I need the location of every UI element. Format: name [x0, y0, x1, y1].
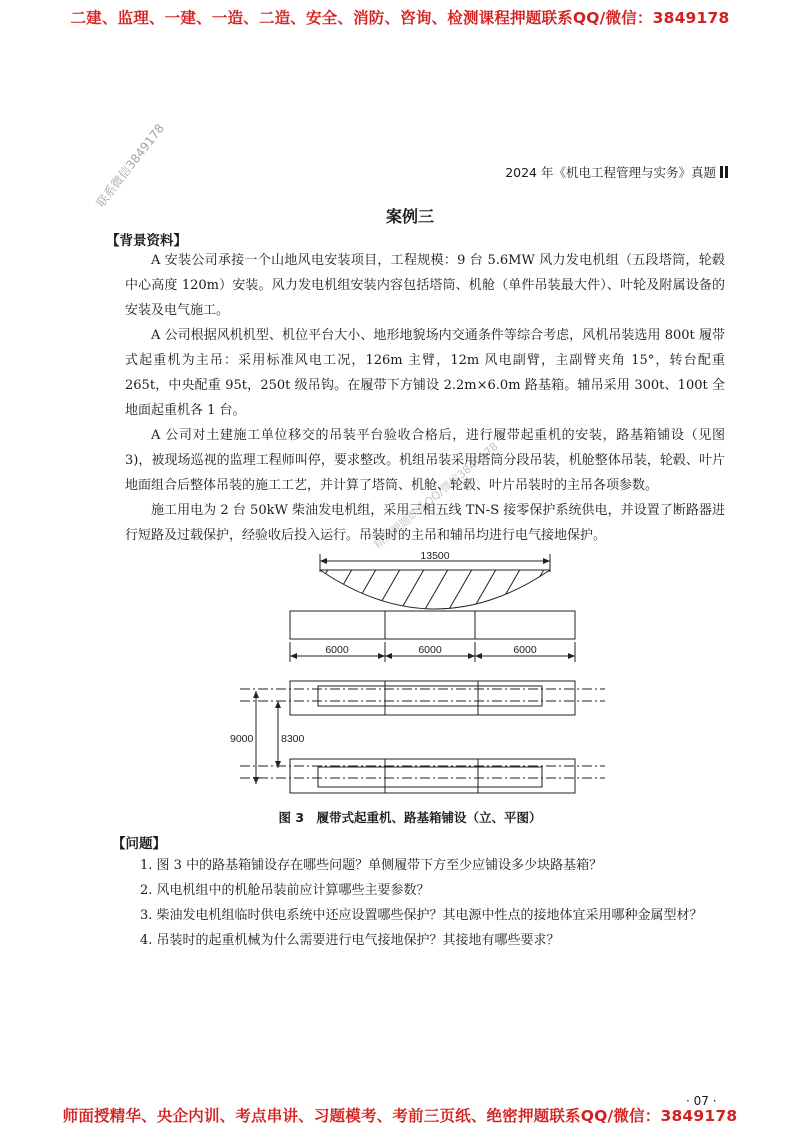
paragraph: 施工用电为 2 台 50kW 柴油发电机组，采用三相五线 TN-S 接零保护系统供电，并设置了断路器进行短路及过载保护，经验收后投入运行。吊装时的主吊和辅吊均进行电气接地保护。: [125, 503, 725, 543]
mat-row-plan-bottom: [290, 759, 575, 793]
dim-label-seg: 6000: [325, 644, 349, 656]
paragraph: A 公司根据风机机型、机位平台大小、地形地貌场内交通条件等综合考虑，风机吊装选用 800t 履带式起重机为主吊：采用标准风电工况，126m 主臂，12m 风电副臂，主副臂夹角 15°，转台配重 265t，中央配重 95t，250t 级吊钩。在履带下方铺设 2.2m×6.0m 路基箱。辅吊采用 300t、100t 全地面起重机各 1 台。: [125, 328, 725, 418]
dim-label-top: 13500: [420, 550, 450, 562]
bottom-promo-banner: 师面授精华、央企内训、考点串讲、习题模考、考前三页纸、绝密押题联系QQ/微信：3849178: [62, 1107, 738, 1125]
paragraph: A 安装公司承接一个山地风电安装项目，工程规模：9 台 5.6MW 风力发电机组（五段塔筒，轮毂中心高度 120m）安装。风力发电机组安装内容包括塔筒、机舱（单件吊装最大件）、叶轮及附属设备的安装及电气施工。: [125, 253, 725, 318]
figure-caption: 图 3 履带式起重机、路基箱铺设（立、平图）: [278, 810, 542, 825]
question-item: 3. 柴油发电机组临时供电系统中还应设置哪些保护？其电源中性点的接地体宜采用哪种金属型材？: [140, 908, 703, 923]
background-label: 【背景资料】: [106, 233, 187, 249]
top-promo-banner: 二建、监理、一建、一造、二造、安全、消防、咨询、检测课程押题联系QQ/微信：3849178: [70, 9, 730, 27]
questions-list: [140, 853, 740, 953]
running-head: [505, 163, 728, 181]
running-head-text: 2024 年《机电工程管理与实务》真题: [505, 165, 716, 180]
background-body: [125, 248, 725, 548]
paragraph: A 公司对土建施工单位移交的吊装平台验收合格后，进行履带起重机的安装，路基箱铺设（见图 3)，被现场巡视的监理工程师叫停，要求整改。机组吊装采用塔筒分段吊装，机舱整体吊装，轮毂、叶片地面组合后整体吊装的施工工艺，并计算了塔筒、机舱、轮毂、叶片吊装时的主吊各项参数。: [125, 428, 725, 493]
dim-label-seg: 6000: [418, 644, 442, 656]
track-outline-bottom: [318, 767, 542, 787]
mat-layout-diagram: [220, 548, 620, 798]
diagonal-watermark-2: 精选押题联系QQ/微信3849178: [371, 439, 501, 552]
mat-row-elevation: [290, 611, 575, 639]
diagonal-watermark: 联系微信3849178: [93, 121, 168, 210]
dim-label-inner: 8300: [281, 733, 305, 745]
dim-label-outer: 9000: [230, 733, 254, 745]
questions-label: 【问题】: [112, 836, 166, 852]
running-head-bar: [725, 166, 728, 178]
load-hatch: [300, 566, 570, 618]
question-item: 1. 图 3 中的路基箱铺设存在哪些问题？单侧履带下方至少应铺设多少块路基箱？: [140, 858, 603, 873]
load-curve: [320, 570, 550, 609]
running-head-bar: [720, 166, 723, 178]
page-number: · 07 ·: [686, 1094, 717, 1108]
question-item: 4. 吊装时的起重机械为什么需要进行电气接地保护？其接地有哪些要求？: [140, 933, 560, 948]
question-item: 2. 风电机组中的机舱吊装前应计算哪些主要参数？: [140, 883, 430, 898]
dim-label-seg: 6000: [513, 644, 537, 656]
case-title: 案例三: [385, 207, 434, 226]
